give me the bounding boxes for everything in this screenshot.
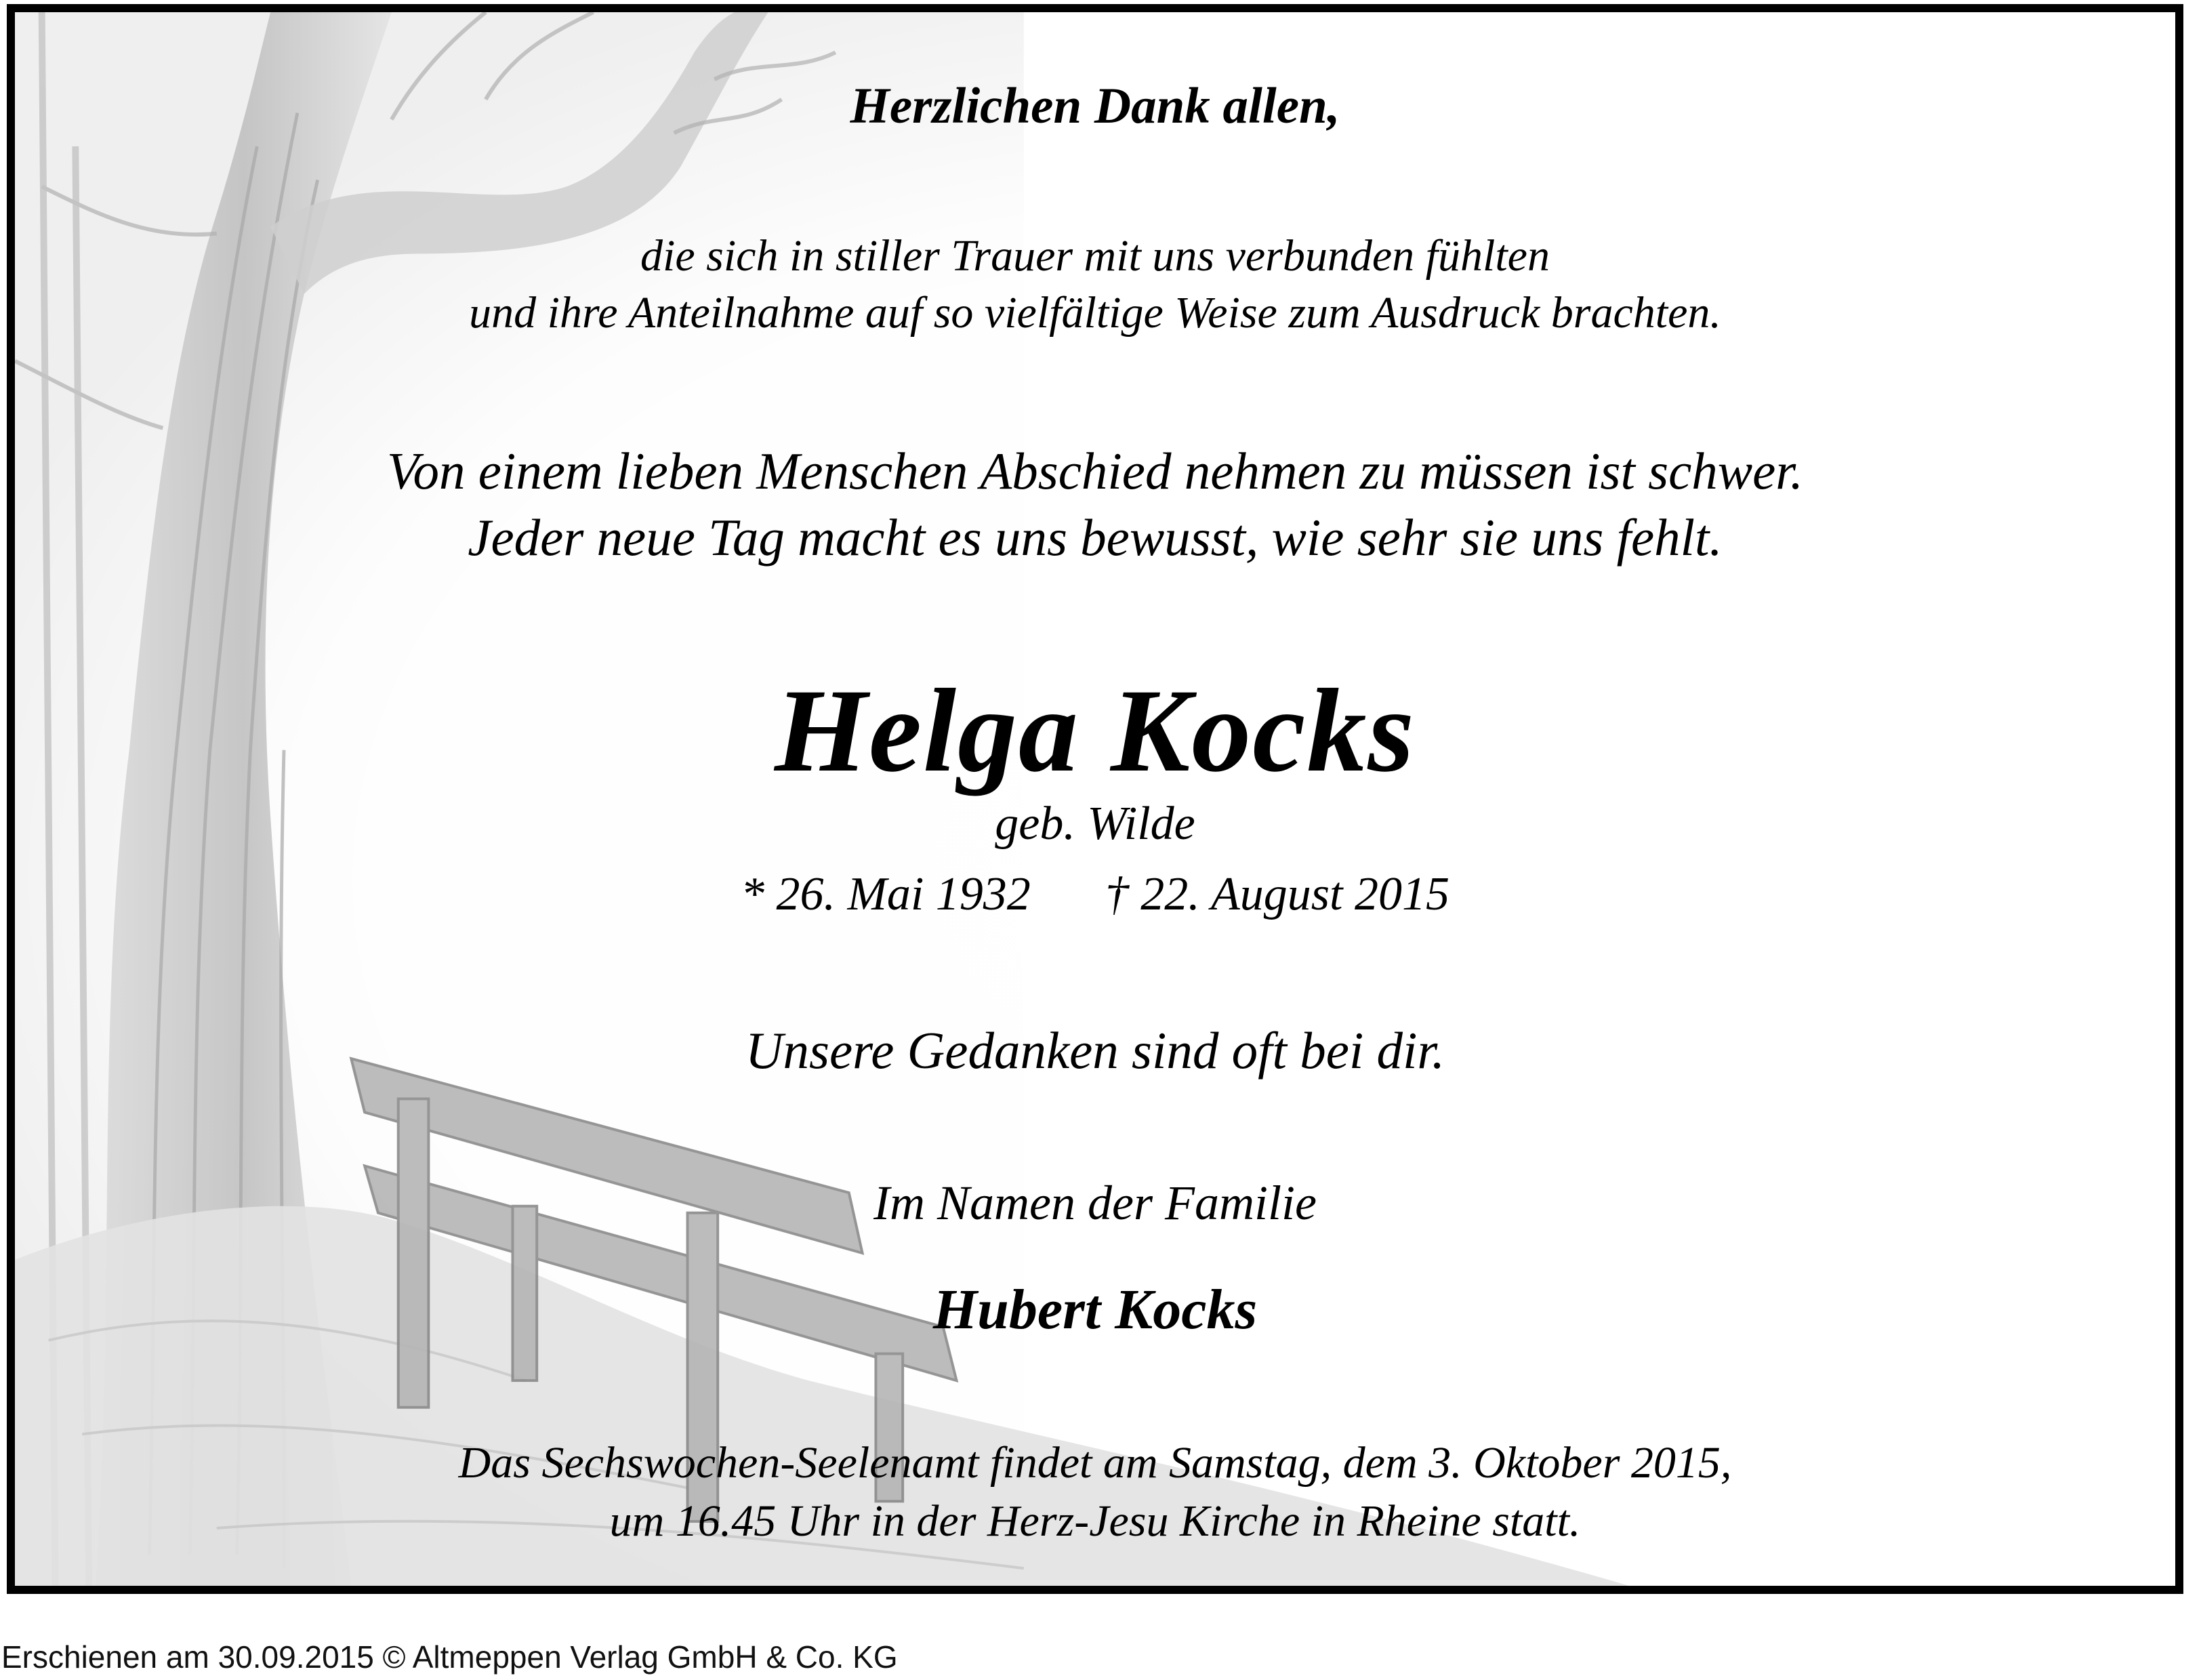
obituary-notice [7, 4, 2183, 1594]
maiden-name: geb. Wilde [995, 798, 1195, 850]
family-signature: Hubert Kocks [932, 1278, 1258, 1341]
family-label: Im Namen der Familie [873, 1176, 1317, 1230]
publication-footer: Erschienen am 30.09.2015 © Altmeppen Verlag GmbH & Co. KG [1, 1639, 898, 1675]
death-date: † 22. August 2015 [1105, 868, 1449, 920]
quote-text [15, 438, 2175, 571]
thoughts-line: Unsere Gedanken sind oft bei dir. [745, 1021, 1445, 1080]
life-dates [15, 867, 2175, 922]
service-line-1: Das Sechswochen-Seelenamt findet am Samstag, dem 3. Oktober 2015, [458, 1438, 1732, 1488]
service-line-2: um 16.45 Uhr in der Herz-Jesu Kirche in Rheine statt. [609, 1496, 1581, 1546]
birth-date: * 26. Mai 1932 [741, 868, 1031, 920]
thanks-line-2: und ihre Anteilnahme auf so vielfältige Weise zum Ausdruck brachten. [469, 288, 1721, 337]
quote-line-2: Jeder neue Tag macht es uns bewusst, wie sehr sie uns fehlt. [468, 508, 1723, 567]
service-announcement [15, 1434, 2175, 1551]
quote-line-1: Von einem lieben Menschen Abschied nehmen zu müssen ist schwer. [387, 442, 1803, 500]
thanks-line-1: die sich in stiller Trauer mit uns verbunden fühlten [640, 231, 1550, 281]
deceased-name: Helga Kocks [775, 665, 1416, 797]
thanks-text [15, 228, 2175, 342]
heading: Herzlichen Dank allen, [850, 78, 1340, 134]
